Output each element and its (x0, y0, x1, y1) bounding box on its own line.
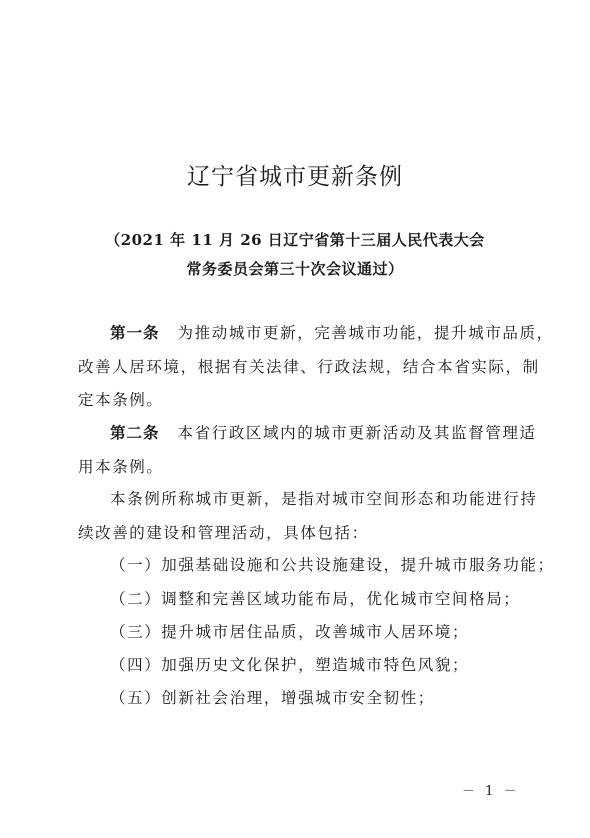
article-2-first-line (110, 421, 537, 443)
article-2-label: 第二条 (110, 424, 160, 442)
article-1-text-line2: 改善人居环境，根据有关法律、行政法规，结合本省实际，制 (78, 358, 540, 376)
article-2-text-line1: 本省行政区域内的城市更新活动及其监督管理适 (177, 424, 537, 442)
article-2-para2-line1: 本条例所称城市更新，是指对城市空间形态和功能进行持 (110, 490, 538, 508)
article-1-text-line3: 定本条例。 (78, 391, 164, 409)
article-2-para2-line2: 续改善的建设和管理活动，具体包括： (78, 524, 369, 542)
list-item-1: （一）加强基础设施和公共设施建设，提升城市服务功能； (110, 556, 555, 574)
article-2-text-line2: 用本条例。 (78, 458, 164, 476)
article-1-label: 第一条 (110, 324, 160, 342)
page-number: － 1 － (462, 784, 520, 799)
article-1-first-line (110, 321, 554, 343)
document-title: 辽宁省城市更新条例 (187, 164, 403, 190)
subtitle-line-1: （2021 年 11 月 26 日辽宁省第十三届人民代表大会 (105, 231, 485, 249)
article-1-text-line1: 为推动城市更新，完善城市功能，提升城市品质， (177, 324, 554, 342)
list-item-5: （五）创新社会治理，增强城市安全韧性； (110, 689, 435, 707)
list-item-3: （三）提升城市居住品质，改善城市人居环境； (110, 623, 470, 641)
list-item-2: （二）调整和完善区域功能布局，优化城市空间格局； (110, 590, 521, 608)
subtitle-line-2: 常务委员会第三十次会议通过） (186, 260, 404, 278)
list-item-4: （四）加强历史文化保护，塑造城市特色风貌； (110, 656, 470, 674)
